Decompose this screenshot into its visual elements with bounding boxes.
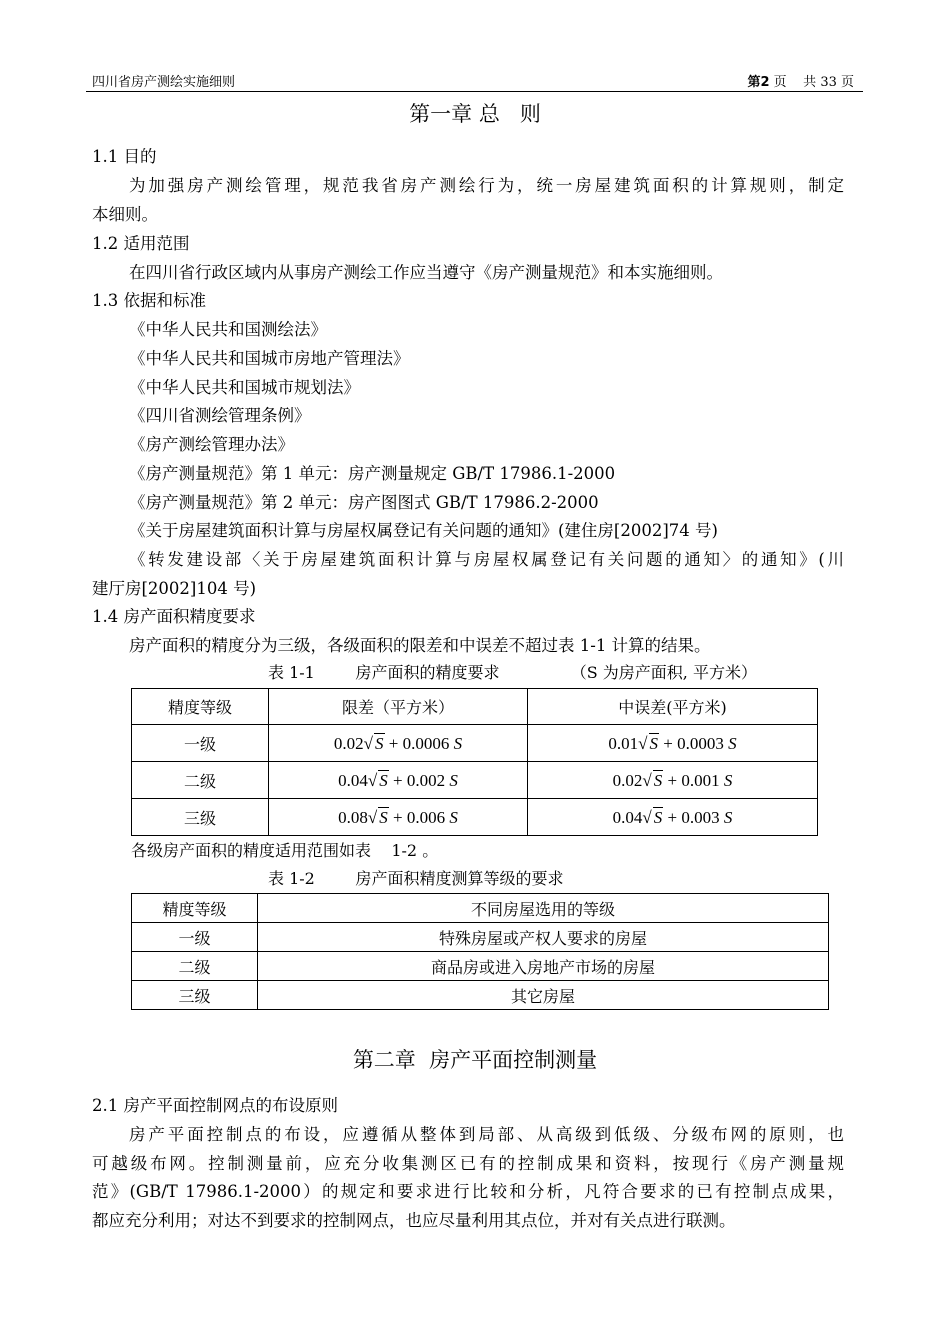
var: S: [649, 733, 658, 753]
coef2: + 0.002: [393, 770, 446, 790]
limit-formula-cell: [269, 762, 528, 799]
sqrt-arg: [374, 733, 385, 754]
sqrt-arg: [653, 807, 664, 828]
section-1-1-para-line1: 为加强房产测绘管理，规范我省房产测绘行为，统一房屋建筑面积的计算规则，制定: [129, 176, 844, 195]
sqrt-sign: √: [367, 807, 378, 827]
section-1-3-heading: 1.3 依据和标准: [92, 291, 206, 310]
coef2: + 0.0006: [388, 733, 450, 753]
coef2: + 0.006: [393, 807, 446, 827]
header-doc-title: 四川省房产测绘实施细则: [92, 75, 236, 90]
reference-item: 《中华人民共和国城市规划法》: [129, 378, 360, 397]
table-header-cell: 精度等级: [132, 689, 269, 725]
formula: [613, 808, 733, 827]
table-1-2-intro: 各级房产面积的精度适用范围如表 1-2 。: [131, 841, 439, 860]
reference-item: 《转发建设部〈关于房屋建筑面积计算与房屋权属登记有关问题的通知〉的通知》(川: [129, 550, 844, 569]
chapter-1-title: 第一章 总 则: [409, 102, 541, 126]
grade-cell: 三级: [132, 981, 258, 1010]
reference-item: 《中华人民共和国测绘法》: [129, 320, 327, 339]
table-row: [132, 923, 829, 952]
formula: [334, 734, 462, 753]
sqrt-arg: [378, 770, 389, 791]
page-total: 共 33 页: [786, 75, 854, 90]
coef: 0.08: [338, 807, 368, 827]
coef: 0.02: [333, 733, 364, 753]
section-1-4-heading: 1.4 房产面积精度要求: [92, 607, 256, 626]
var: S: [723, 770, 733, 790]
limit-formula-cell: [269, 725, 528, 762]
formula: [338, 771, 458, 790]
section-1-4-para: 房产面积的精度分为三级，各级面积的限差和中误差不超过表 1-1 计算的结果。: [129, 636, 711, 655]
table-header-cell: 精度等级: [132, 894, 258, 923]
grade-cell: 二级: [132, 762, 269, 799]
var: S: [379, 770, 388, 790]
section-2-1-heading: 2.1 房产平面控制网点的布设原则: [92, 1096, 338, 1115]
section-1-1-heading: 1.1 目的: [92, 147, 157, 166]
section-2-1-para-line: 都应充分利用；对达不到要求的控制网点，也应尽量利用其点位，并对有关点进行联测。: [92, 1211, 736, 1230]
page-suffix: 页: [769, 75, 787, 90]
formula: [338, 808, 458, 827]
reference-item: 《关于房屋建筑面积计算与房屋权属登记有关问题的通知》(建住房[2002]74 号): [129, 521, 718, 540]
table-header-cell: 不同房屋选用的等级: [258, 894, 829, 923]
sqrt-sign: √: [642, 770, 652, 790]
reference-item: 《房产测绘管理办法》: [129, 435, 294, 454]
usage-cell: 其它房屋: [258, 981, 829, 1010]
var: S: [449, 807, 458, 827]
chapter-2-title: 第二章 房产平面控制测量: [352, 1048, 598, 1072]
usage-cell: 特殊房屋或产权人要求的房屋: [258, 923, 829, 952]
table-1-2: [131, 893, 829, 1010]
page-number: 2: [760, 75, 770, 90]
sqrt-sign: √: [642, 807, 652, 827]
table-row: [132, 799, 818, 836]
table-header-cell: 中误差(平方米): [528, 689, 818, 725]
var: S: [453, 733, 463, 753]
section-1-1-para-line2: 本细则。: [92, 205, 158, 224]
section-1-2-heading: 1.2 适用范围: [92, 234, 190, 253]
grade-cell: 一级: [132, 923, 258, 952]
coef: 0.01: [608, 733, 639, 753]
limit-formula-cell: [269, 799, 528, 836]
header-page-info: [747, 71, 854, 90]
error-formula-cell: [528, 725, 818, 762]
section-1-2-para: 在四川省行政区域内从事房产测绘工作应当遵守《房产测量规范》和本实施细则。: [129, 263, 723, 282]
sqrt-sign: √: [363, 733, 373, 753]
reference-item: 《房产测量规范》第 2 单元：房产图图式 GB/T 17986.2-2000: [129, 493, 599, 512]
error-formula-cell: [528, 762, 818, 799]
table-row: [132, 981, 829, 1010]
table-row: [132, 725, 818, 762]
section-2-1-para-line: 范》(GB/T 17986.1-2000）的规定和要求进行比较和分析，凡符合要求的已有控制点成果，: [92, 1182, 844, 1201]
coef: 0.02: [612, 770, 643, 790]
table-1-1-caption: 表 1-1 房产面积的精度要求 （S 为房产面积, 平方米）: [268, 663, 757, 682]
coef2: + 0.001: [667, 770, 720, 790]
sqrt-arg: [378, 807, 389, 828]
table-row: [132, 952, 829, 981]
var: S: [723, 807, 733, 827]
var: S: [728, 733, 737, 753]
coef: 0.04: [612, 807, 643, 827]
coef2: + 0.0003: [663, 733, 724, 753]
var: S: [379, 807, 388, 827]
page-prefix: 第: [747, 75, 761, 90]
coef2: + 0.003: [667, 807, 720, 827]
sqrt-sign: √: [367, 770, 378, 790]
table-row: [132, 762, 818, 799]
formula: [608, 734, 736, 753]
error-formula-cell: [528, 799, 818, 836]
var: S: [653, 807, 663, 827]
table-header-row: [132, 689, 818, 725]
var: S: [653, 770, 663, 790]
var: S: [449, 770, 458, 790]
grade-cell: 二级: [132, 952, 258, 981]
sqrt-arg: [653, 770, 664, 791]
reference-item: 《四川省测绘管理条例》: [129, 406, 311, 425]
section-2-1-para-line: 房产平面控制点的布设，应遵循从整体到局部、从高级到低级、分级布网的原则，也: [129, 1125, 844, 1144]
table-header-cell: 限差（平方米）: [269, 689, 528, 725]
reference-item: 《房产测量规范》第 1 单元：房产测量规定 GB/T 17986.1-2000: [129, 464, 616, 483]
grade-cell: 三级: [132, 799, 269, 836]
table-1-1: [131, 688, 818, 836]
reference-item-continued: 建厅房[2002]104 号): [92, 579, 257, 598]
usage-cell: 商品房或进入房地产市场的房屋: [258, 952, 829, 981]
section-2-1-para-line: 可越级布网。控制测量前，应充分收集测区已有的控制成果和资料，按现行《房产测量规: [92, 1154, 844, 1173]
formula: [613, 771, 733, 790]
table-header-row: [132, 894, 829, 923]
sqrt-arg: [649, 733, 660, 754]
table-1-2-caption: 表 1-2 房产面积精度测算等级的要求: [268, 869, 564, 888]
header-rule: [86, 91, 863, 92]
reference-item: 《中华人民共和国城市房地产管理法》: [129, 349, 410, 368]
coef: 0.04: [338, 770, 368, 790]
sqrt-sign: √: [638, 733, 648, 753]
var: S: [375, 733, 384, 753]
grade-cell: 一级: [132, 725, 269, 762]
